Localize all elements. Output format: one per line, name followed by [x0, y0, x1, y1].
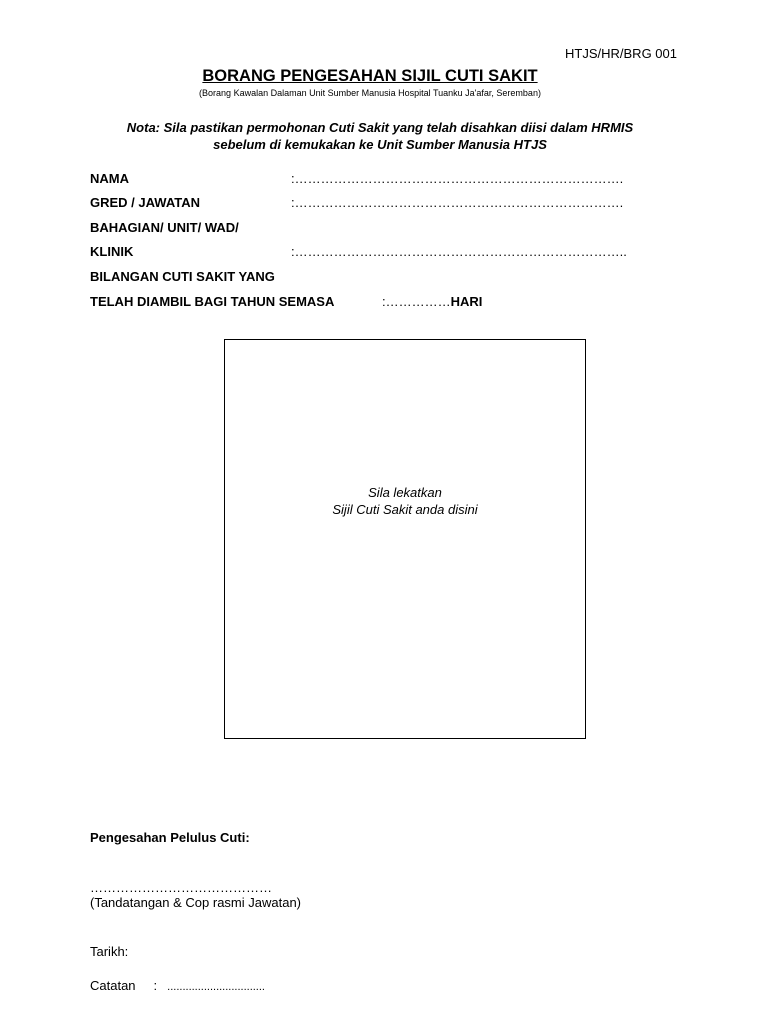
notes-label: Catatan: [90, 978, 136, 993]
bahagian-klinik-field[interactable]: :…………………………………………………………………..: [291, 244, 627, 259]
signature-caption: (Tandatangan & Cop rasmi Jawatan): [90, 895, 302, 910]
attachment-instruction-line-1: Sila lekatkan: [368, 485, 442, 500]
sick-certificate-attachment-box: [224, 339, 586, 739]
date-label: Tarikh:: [90, 944, 129, 959]
nama-label: NAMA: [90, 171, 129, 186]
form-subtitle: (Borang Kawalan Dalaman Unit Sumber Manusia Hospital Tuanku Ja'afar, Seremban): [199, 88, 541, 98]
gred-jawatan-label: GRED / JAWATAN: [90, 195, 201, 210]
signature-line[interactable]: ……………………………………: [90, 880, 272, 895]
note-line-1: Nota: Sila pastikan permohonan Cuti Sakit yang telah disahkan diisi dalam HRMIS: [126, 120, 634, 135]
notes-row: [90, 978, 265, 993]
nama-field[interactable]: :………………………………………………………………….: [291, 171, 624, 186]
approval-heading: Pengesahan Pelulus Cuti:: [90, 830, 250, 845]
bilangan-label-line-2: TELAH DIAMBIL BAGI TAHUN SEMASA: [90, 294, 335, 309]
bahagian-label: BAHAGIAN/ UNIT/ WAD/: [90, 220, 239, 235]
document-code: HTJS/HR/BRG 001: [565, 46, 677, 61]
notes-colon: :: [153, 978, 158, 993]
gred-jawatan-field[interactable]: :………………………………………………………………….: [291, 195, 624, 210]
attachment-instruction-line-2: Sijil Cuti Sakit anda disini: [332, 502, 478, 517]
bilangan-label-line-1: BILANGAN CUTI SAKIT YANG: [90, 269, 275, 284]
hari-label: HARI: [450, 294, 483, 309]
note-line-2: sebelum di kemukakan ke Unit Sumber Manusia HTJS: [213, 137, 547, 152]
klinik-label: KLINIK: [90, 244, 134, 259]
attachment-instruction: [225, 484, 585, 518]
bilangan-cuti-field[interactable]: [382, 294, 482, 309]
notes-field[interactable]: ................................: [167, 981, 265, 993]
form-title: BORANG PENGESAHAN SIJIL CUTI SAKIT: [202, 67, 538, 85]
form-note: [0, 119, 760, 153]
bilangan-cuti-value[interactable]: :……………: [382, 294, 451, 309]
